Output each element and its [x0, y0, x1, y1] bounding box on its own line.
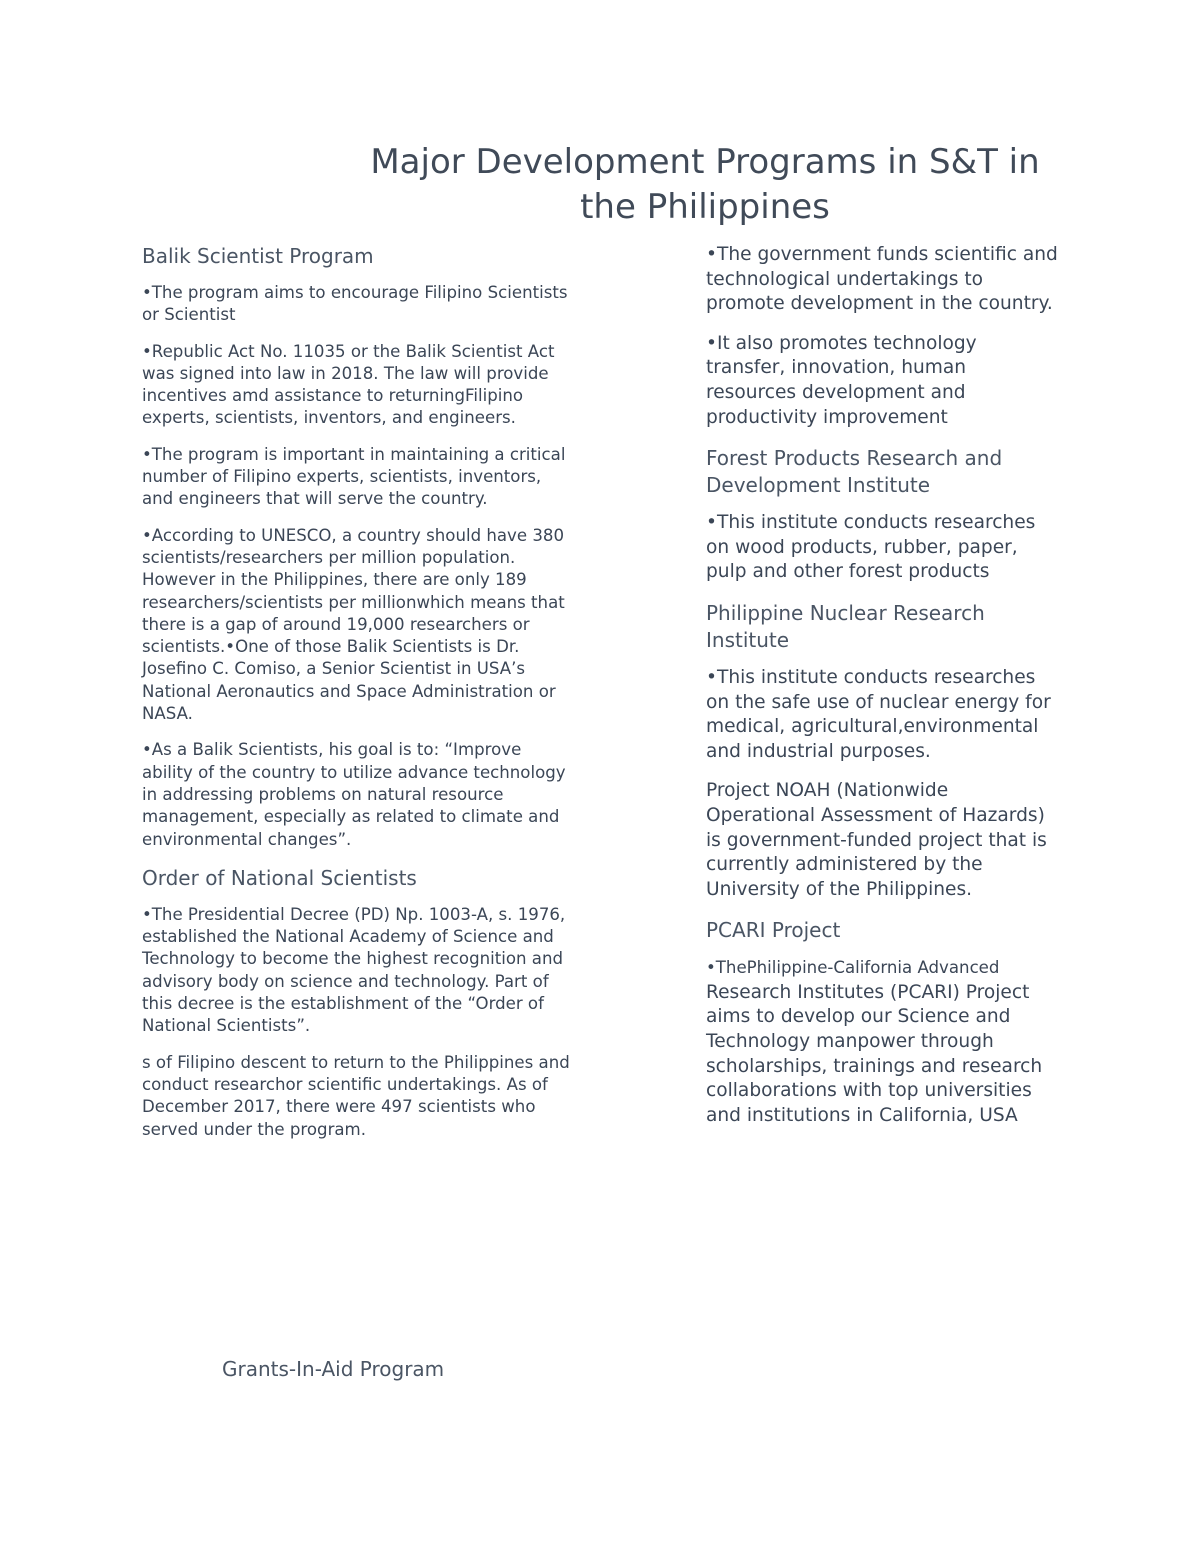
pcari-item [706, 956, 1061, 1128]
balik-item-5: •As a Balik Scientists, his goal is to: “Improve ability of the country to utilize advance technology in addressing problems on natural resource management, especially as related to climate and environmental changes”. [142, 740, 566, 849]
balik-item-2: •Republic Act No. 11035 or the Balik Scientist Act was signed into law in 2018. The law will provide incentives amd assistance to returningFilipino experts, scientists, inventors, and engineers. [142, 341, 555, 428]
order-item-2: s of Filipino descent to return to the Philippines and conduct researchor scientific undertakings. As of December 2017, there were 497 scientists who served under the program. [142, 1052, 570, 1139]
nuclear-research-item: •This institute conducts researches on the safe use of nuclear energy for medical, agricultural,environmental and industrial purposes. [706, 666, 1051, 762]
right-column [706, 243, 1061, 1143]
forest-products-heading: Forest Products Research and Development Institute [706, 446, 1003, 498]
balik-scientist-heading: Balik Scientist Program [142, 244, 374, 268]
intro-item-2: •It also promotes technology transfer, innovation, human resources development and productivity improvement [706, 332, 977, 428]
forest-products-item: •This institute conducts researches on wood products, rubber, paper, pulp and other forest products [706, 512, 1036, 583]
balik-item-4: •According to UNESCO, a country should have 380 scientists/researchers per million population. However in the Philippines, there are only 189 researchers/scientists per millionwhich means that there is a gap of around 19,000 researchers or scientists.•One of those Balik Scientists is Dr. Josefino C. Comiso, a Senior Scientist in USA’s National Aeronautics and Space Administration or NASA. [142, 525, 565, 724]
page-title: Major Development Programs in S&T in the Philippines [370, 142, 1040, 227]
grants-in-aid-heading: Grants-In-Aid Program [222, 1357, 445, 1381]
project-noah-text: Project NOAH (Nationwide Operational Assessment of Hazards) is government-funded project that is currently administered by the University of the Philippines. [706, 780, 1047, 900]
pcari-heading: PCARI Project [706, 918, 841, 943]
nuclear-research-heading: Philippine Nuclear Research Institute [706, 600, 985, 652]
pcari-item-lead: •ThePhilippine-California Advanced [706, 958, 1000, 978]
left-column [142, 243, 572, 1155]
intro-item-1: •The government funds scientific and technological undertakings to promote development in the country. [706, 244, 1058, 315]
order-item-1: •The Presidential Decree (PD) Np. 1003-A, s. 1976, established the National Academy of Science and Technology to become the highest recognition and advisory body on science and technology. Part of this decree is the establishment of the “Order of National Scientists”. [142, 904, 566, 1036]
order-national-scientists-heading: Order of National Scientists [142, 865, 417, 890]
balik-item-3: •The program is important in maintaining a critical number of Filipino experts, scientists, inventors, and engineers that will serve the country. [142, 444, 566, 509]
pcari-item-rest: Research Institutes (PCARI) Project aims to develop our Science and Technology manpower through scholarships, trainings and research collaborations with top universities and institutions in California, USA [706, 981, 1043, 1126]
balik-item-1: •The program aims to encourage Filipino Scientists or Scientist [142, 283, 568, 325]
